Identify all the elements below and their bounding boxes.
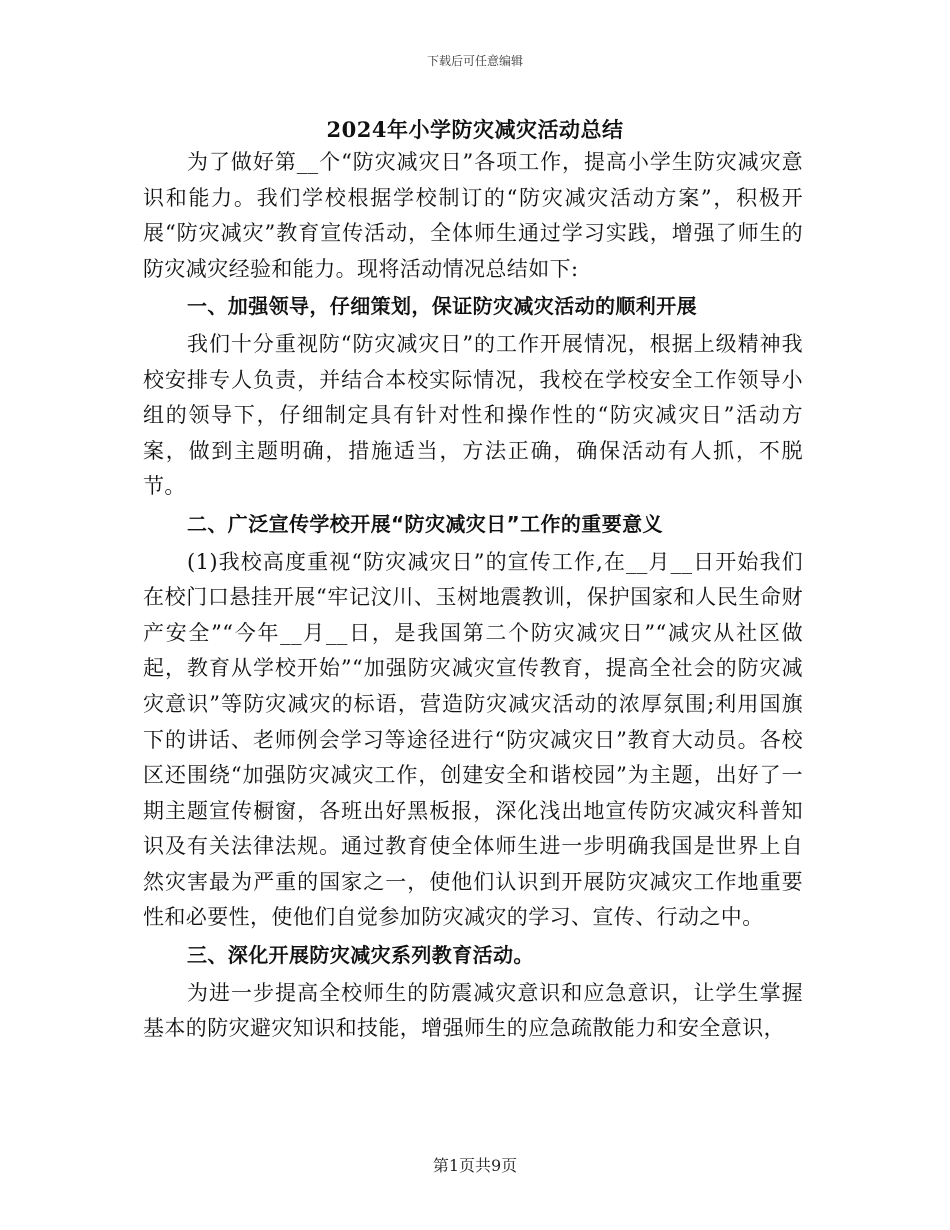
section-heading-3: 三、深化开展防灾减灾系列教育活动。 (187, 943, 534, 968)
section-3-paragraph: 为进一步提高全校师生的防震减灾意识和应急意识，让学生掌握基本的防灾避灾知识和技能，增强师生的应急疏散能力和安全意识， (143, 980, 803, 1041)
document-title: 2024年小学防灾减灾活动总结 (326, 117, 624, 142)
document-body (143, 145, 803, 1047)
section-heading-1: 一、加强领导，仔细策划，保证防灾减灾活动的顺利开展 (187, 294, 697, 319)
page-number: 第1页共9页 (432, 1156, 518, 1175)
section-1-paragraph: 我们十分重视防“防灾减灾日”的工作开展情况，根据上级精神我校安排专人负责，并结合本校实际情况，我校在学校安全工作领导小组的领导下，仔细制定具有针对性和操作性的“防灾减灾日”活动方案，做到主题明确，措施适当，方法正确，确保活动有人抓，不脱节。 (143, 331, 803, 499)
section-heading-2: 二、广泛宣传学校开展“防灾减灾日”工作的重要意义 (187, 511, 663, 536)
intro-paragraph: 为了做好第__个“防灾减灾日”各项工作，提高小学生防灾减灾意识和能力。我们学校根据学校制订的“防灾减灾活动方案”，积极开展“防灾减灾”教育宣传活动，全体师生通过学习实践，增强了师生的防灾减灾经验和能力。现将活动情况总结如下: (143, 150, 803, 281)
download-note: 下载后可任意编辑 (426, 54, 523, 68)
section-2-paragraph: (1)我校高度重视“防灾减灾日”的宣传工作,在__月__日开始我们在校门口悬挂开展“牢记汶川、玉树地震教训，保护国家和人民生命财产安全”“今年__月__日，是我国第二个防灾减灾日”“减灾从社区做起，教育从学校开始”“加强防灾减灾宣传教育，提高全社会的防灾减灾意识”等防灾减灾的标语，营造防灾减灾活动的浓厚氛围;利用国旗下的讲话、老师例会学习等途径进行“防灾减灾日”教育大动员。各校区还围绕“加强防灾减灾工作，创建安全和谐校园”为主题，出好了一期主题宣传橱窗，各班出好黑板报，深化浅出地宣传防灾减灾科普知识及有关法律法规。通过教育使全体师生进一步明确我国是世界上自然灾害最为严重的国家之一，使他们认识到开展防灾减灾工作地重要性和必要性，使他们自觉参加防灾减灾的学习、宣传、行动之中。 (143, 549, 803, 930)
